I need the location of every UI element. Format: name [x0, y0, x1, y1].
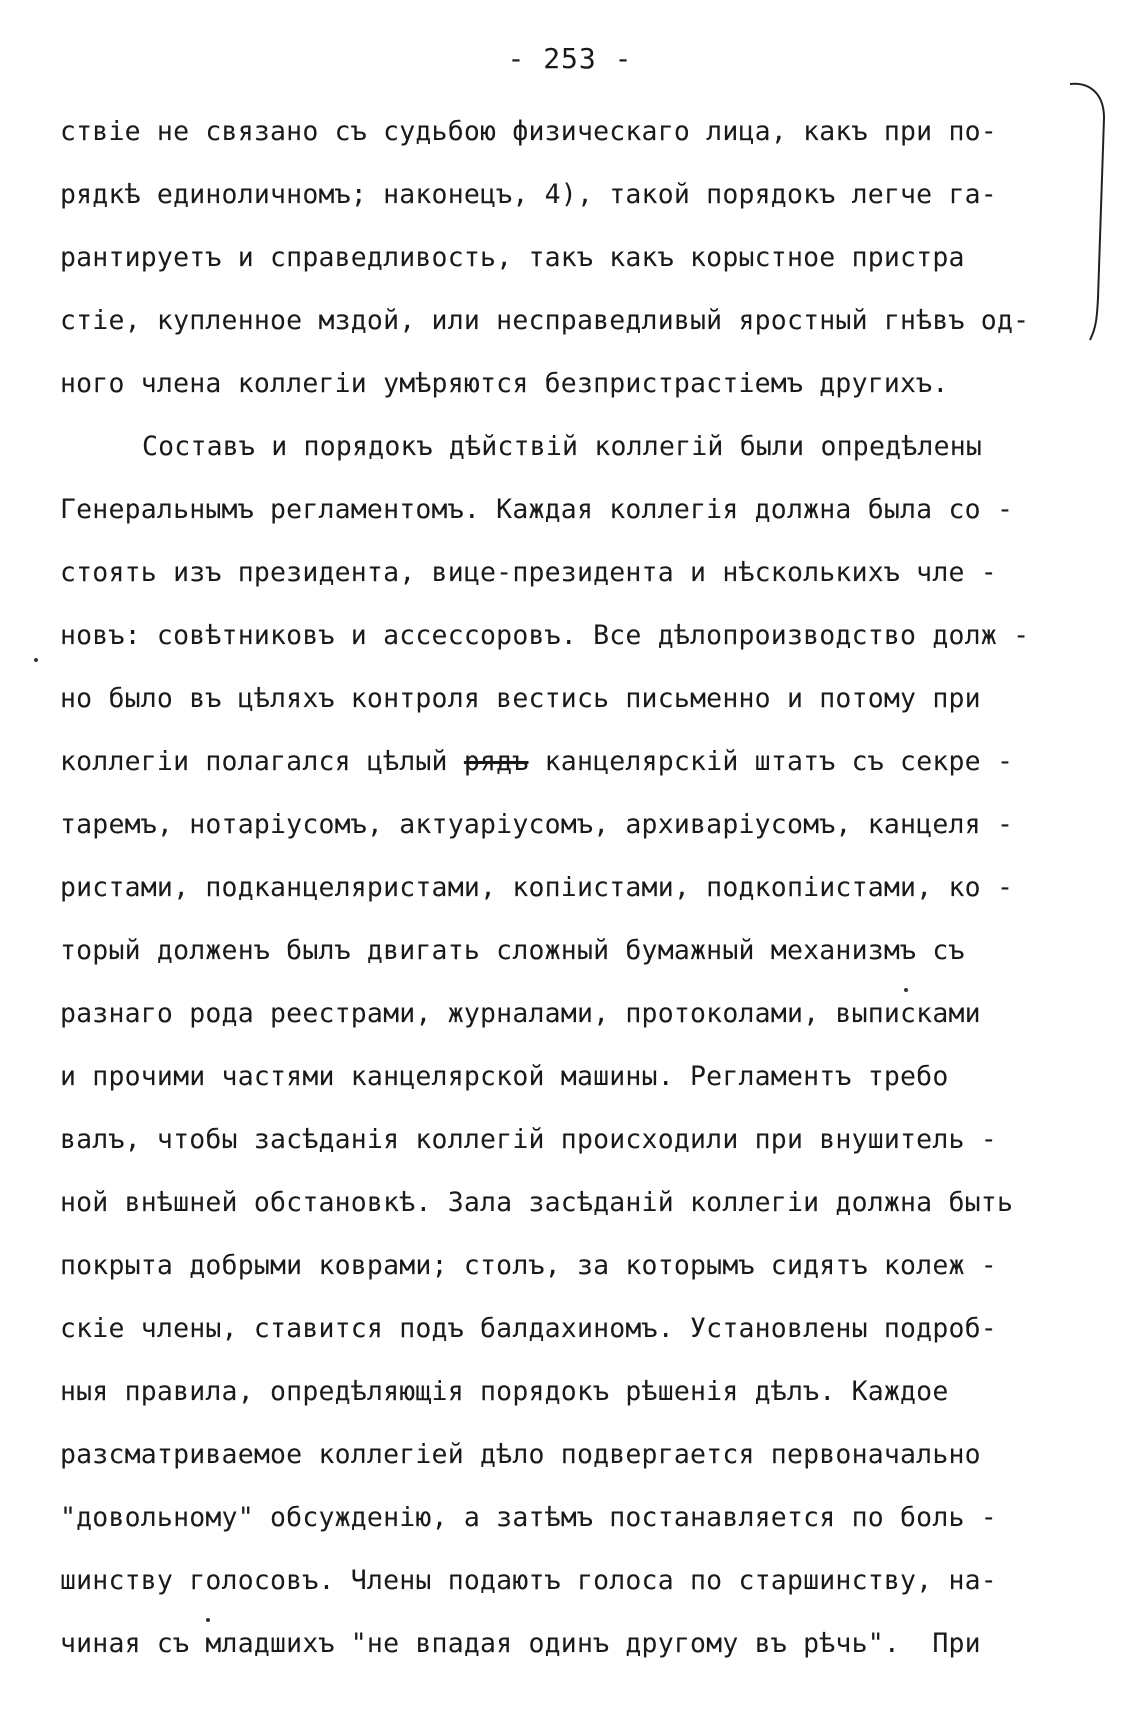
text-line: разсматриваемое коллегіей дѣло подвергается первоначально — [60, 1439, 981, 1470]
text-body — [60, 100, 1080, 1675]
page-number: - 253 - — [507, 42, 633, 75]
text-line: таремъ, нотаріусомъ, актуаріусомъ, архиваріусомъ, канцеля - — [60, 809, 1014, 840]
text-line: ствіе не связано съ судьбою физическаго лица, какъ при по- — [60, 116, 997, 147]
text-line: чиная съ младшихъ "не впадая одинъ другому въ рѣчь". При — [60, 1628, 981, 1659]
text-line: покрыта добрыми коврами; столъ, за которымъ сидятъ колеж - — [60, 1250, 997, 1281]
text-line: "довольному" обсужденію, а затѣмъ постанавляется по боль - — [60, 1502, 997, 1533]
text-line: ристами, подканцеляристами, копіистами, подкопіистами, ко - — [60, 872, 1014, 903]
text-line: шинству голосовъ. Члены подаютъ голоса по старшинству, на- — [60, 1565, 997, 1596]
text-line: ного члена коллегіи умѣряются безпристрастіемъ другихъ. — [60, 368, 949, 399]
text-line: и прочими частями канцелярской машины. Регламентъ требо — [60, 1061, 949, 1092]
text-line: ной внѣшней обстановкѣ. Зала засѣданій коллегіи должна быть — [60, 1187, 1014, 1218]
text-segment: канцелярскій штатъ съ секре - — [544, 746, 1014, 777]
text-line: валъ, чтобы засѣданія коллегій происходили при внушитель - — [60, 1124, 997, 1155]
text-line: Генеральнымъ регламентомъ. Каждая коллегія должна была со - — [60, 494, 1014, 525]
stray-dot — [34, 658, 38, 662]
text-line: скіе члены, ставится подъ балдахиномъ. Установлены подроб- — [60, 1313, 997, 1344]
text-line-with-strikeout — [60, 730, 1080, 793]
text-line: ныя правила, опредѣляющія порядокъ рѣшенія дѣлъ. Каждое — [60, 1376, 949, 1407]
text-line: новъ: совѣтниковъ и ассессоровъ. Все дѣлопроизводство долж - — [60, 620, 1030, 651]
text-line: торый долженъ былъ двигать сложный бумажный механизмъ съ — [60, 935, 965, 966]
text-line: но было въ цѣляхъ контроля вестись письменно и потому при — [60, 683, 981, 714]
text-line: рядкѣ единоличномъ; наконецъ, 4), такой порядокъ легче га- — [60, 179, 997, 210]
text-line: Составъ и порядокъ дѣйствій коллегій были опредѣлены — [142, 431, 983, 462]
text-line: разнаго рода реестрами, журналами, протоколами, выписками — [60, 998, 981, 1029]
struck-word: рядъ — [463, 746, 529, 777]
text-segment: коллегіи полагался цѣлый — [60, 746, 448, 777]
text-line: рантируетъ и справедливость, такъ какъ корыстное пристра — [60, 242, 965, 273]
text-line: стоять изъ президента, вице-президента и нѣсколькихъ чле - — [60, 557, 997, 588]
text-line: стіе, купленное мздой, или несправедливый яростный гнѣвъ од- — [60, 305, 1030, 336]
